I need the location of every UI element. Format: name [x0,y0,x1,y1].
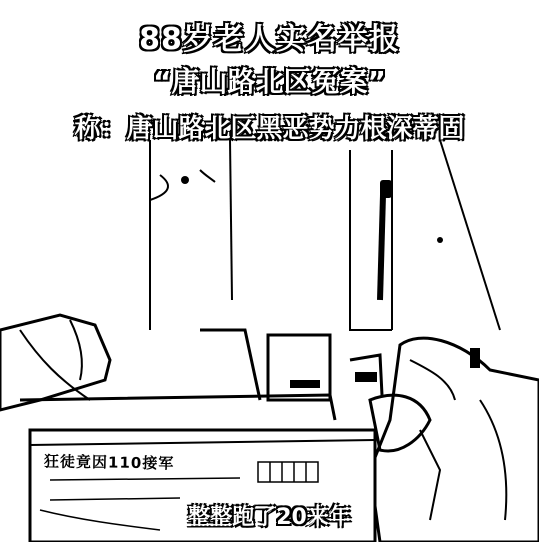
rod [380,195,383,300]
desk [20,330,382,420]
headline-line-1: 88岁老人实名举报 [139,22,400,57]
room-background [150,140,500,330]
hand [370,395,430,451]
subtitle-caption: 整整跑了20来年 [188,505,351,530]
banner-text: 狂徒竟因110接军 [43,452,175,473]
headline-line-2: “唐山路北区冤案” [153,65,386,98]
wall-texture [181,176,443,243]
person-left [0,315,110,410]
headline-line-3: 称：唐山路北区黑恶势力根深蒂固 [74,114,465,144]
desk-items [290,348,480,388]
